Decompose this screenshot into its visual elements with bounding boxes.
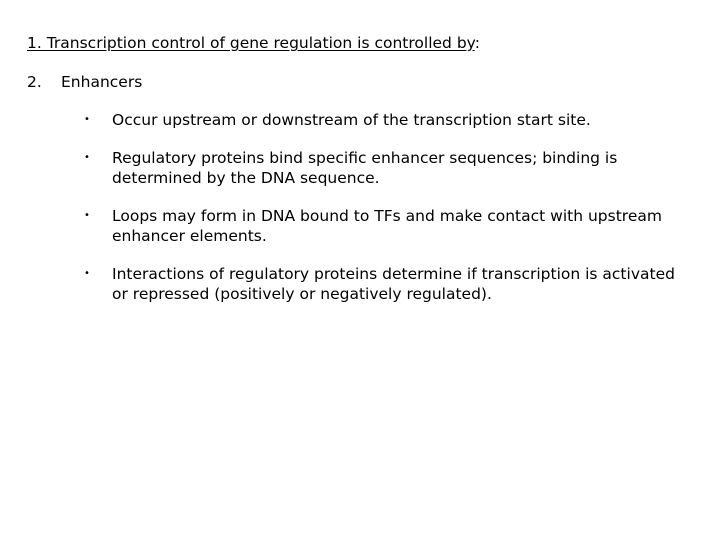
bullet-dot-icon: •: [84, 152, 90, 163]
bullet-item: [75, 110, 695, 130]
heading-suffix: :: [474, 34, 480, 52]
section-heading: [27, 72, 142, 92]
bullet-item: [75, 148, 695, 188]
bullet-text: Interactions of regulatory proteins determine if transcription is activated or repressed (positively or negatively regulated).: [112, 265, 675, 303]
bullet-dot-icon: •: [84, 268, 90, 279]
bullet-list: [75, 110, 695, 322]
section-number: 2.: [27, 73, 42, 91]
section-title: Enhancers: [61, 73, 143, 91]
bullet-dot-icon: •: [84, 114, 90, 125]
slide-heading: [27, 33, 480, 53]
bullet-item: [75, 264, 695, 304]
bullet-text: Regulatory proteins bind specific enhancer sequences; binding is determined by the DNA sequence.: [112, 149, 618, 187]
bullet-text: Loops may form in DNA bound to TFs and make contact with upstream enhancer elements.: [112, 207, 662, 245]
bullet-item: [75, 206, 695, 246]
bullet-text: Occur upstream or downstream of the transcription start site.: [112, 111, 591, 129]
bullet-dot-icon: •: [84, 210, 90, 221]
heading-text: 1. Transcription control of gene regulation is controlled by: [27, 34, 475, 52]
